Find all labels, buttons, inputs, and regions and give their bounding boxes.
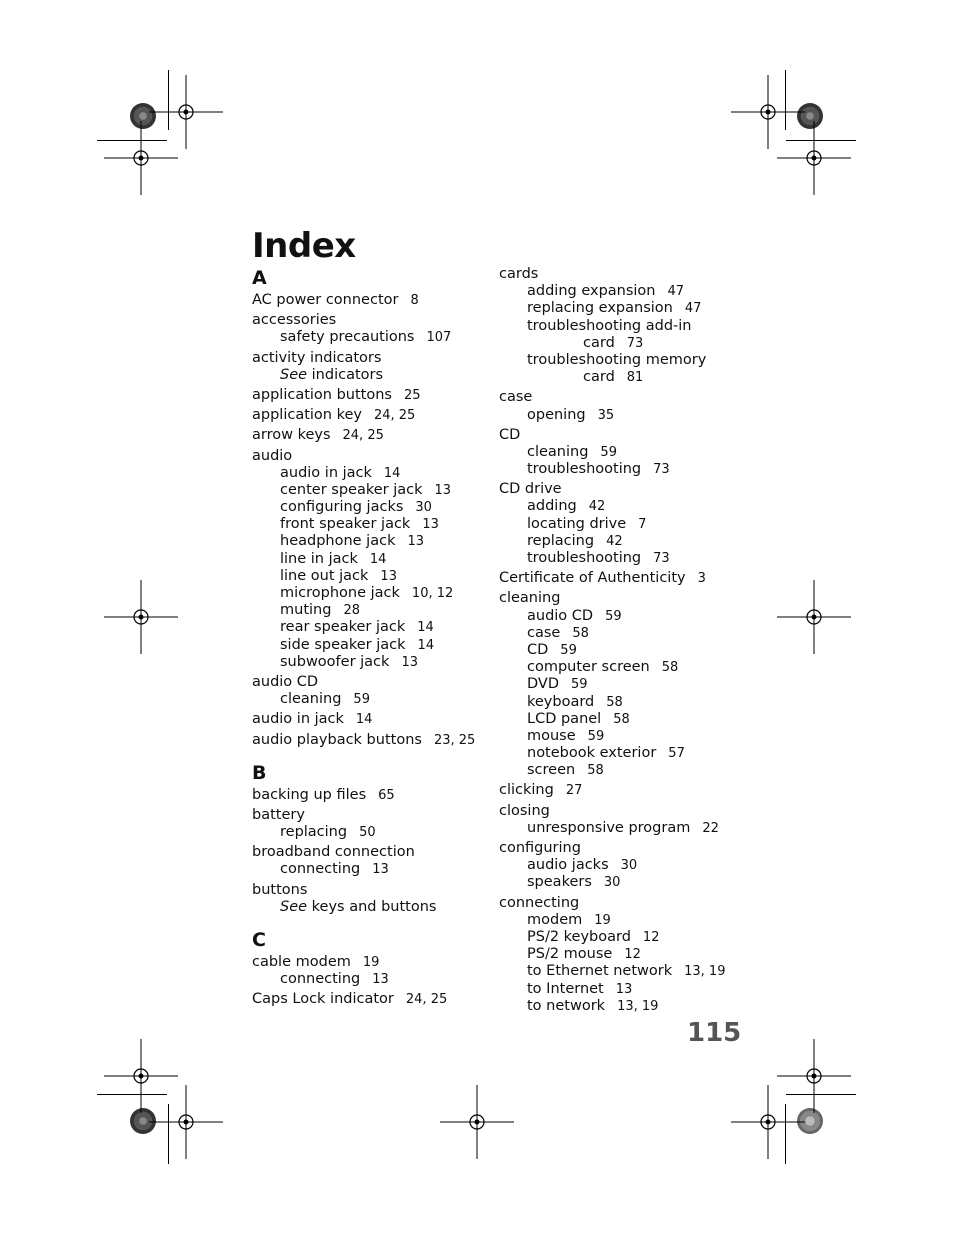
index-term xyxy=(252,991,492,1008)
index-subterm xyxy=(499,711,739,728)
index-term-text: to Internet xyxy=(527,980,604,997)
page-reference: 35 xyxy=(597,407,615,423)
index-term-text: screen xyxy=(527,762,576,779)
page-reference: 14 xyxy=(369,551,387,567)
index-subterm xyxy=(499,444,739,461)
index-subterm xyxy=(499,676,739,693)
page-reference: 23, 25 xyxy=(433,732,476,748)
index-term-text: card xyxy=(583,334,615,351)
index-section-letter: C xyxy=(252,929,266,951)
page-reference: 50 xyxy=(359,825,376,841)
index-entry xyxy=(252,312,492,346)
index-term-text: replacing xyxy=(527,532,595,549)
page-reference: 24, 25 xyxy=(405,992,448,1008)
index-term-text: mouse xyxy=(527,727,576,744)
index-term xyxy=(252,732,492,749)
page-reference: 13 xyxy=(615,981,633,997)
page-reference: 19 xyxy=(594,912,611,928)
index-term xyxy=(252,711,492,728)
index-subterm xyxy=(252,861,492,878)
index-term xyxy=(499,481,739,498)
index-entry xyxy=(252,844,492,878)
index-term-text: to Ethernet network xyxy=(527,963,673,980)
page-reference: 42 xyxy=(588,499,606,515)
index-entry xyxy=(252,292,492,309)
index-subterm xyxy=(499,461,739,478)
page-reference: 8 xyxy=(410,293,419,308)
page-reference: 73 xyxy=(626,335,644,351)
page-reference: 59 xyxy=(605,608,622,624)
page-reference: 13 xyxy=(380,568,397,584)
index-term-text: locating drive xyxy=(527,515,627,532)
page-reference: 14 xyxy=(417,637,435,653)
index-entry xyxy=(252,387,492,404)
page-reference: 28 xyxy=(343,603,360,619)
page-reference: 30 xyxy=(620,858,638,874)
index-term-text: card xyxy=(583,369,615,386)
page-reference: 13 xyxy=(422,517,439,533)
see-reference: See xyxy=(280,366,308,383)
index-subterm xyxy=(499,728,739,745)
index-term-text: replacing xyxy=(280,824,348,841)
index-entry xyxy=(252,787,492,804)
index-term xyxy=(499,840,739,857)
index-subterm xyxy=(252,899,492,916)
index-term-text: line in jack xyxy=(280,550,358,567)
index-entry xyxy=(499,570,739,587)
index-term-text: cleaning xyxy=(527,443,589,460)
index-term-text: PS/2 mouse xyxy=(527,946,613,963)
index-subterm xyxy=(499,352,739,369)
index-entry xyxy=(499,481,739,567)
index-term-text: LCD panel xyxy=(527,710,602,727)
page-reference: 42 xyxy=(606,533,623,549)
index-entry xyxy=(252,807,492,841)
page-reference: 73 xyxy=(653,462,670,478)
page-reference: 59 xyxy=(600,444,617,460)
page-reference: 47 xyxy=(684,301,702,317)
page-number: 115 xyxy=(687,1018,742,1048)
page-reference: 25 xyxy=(403,387,421,403)
index-term xyxy=(252,350,492,367)
index-column-left xyxy=(252,266,492,1012)
index-subterm xyxy=(499,283,739,300)
index-subterm xyxy=(499,550,739,567)
index-term-text: safety precautions xyxy=(280,329,415,346)
index-subterm xyxy=(499,963,739,980)
index-term-text: audio jacks xyxy=(527,857,609,874)
index-entry xyxy=(252,882,492,916)
index-subterm xyxy=(252,824,492,841)
page-reference: 7 xyxy=(638,516,647,532)
index-term xyxy=(499,895,739,912)
index-term xyxy=(252,387,492,404)
page-reference: 3 xyxy=(697,571,706,587)
index-term-text: indicators xyxy=(311,366,384,383)
page-reference: 73 xyxy=(653,551,670,566)
index-column-right xyxy=(499,266,739,1018)
index-term-text: accessories xyxy=(252,312,337,329)
index-term-text: troubleshooting xyxy=(527,550,642,566)
index-subterm xyxy=(499,946,739,963)
index-subterm xyxy=(499,857,739,874)
see-reference: See xyxy=(280,898,308,915)
index-term xyxy=(499,803,739,820)
index-term xyxy=(499,427,739,444)
page-reference: 10, 12 xyxy=(411,586,454,601)
index-term xyxy=(252,787,492,804)
index-term-text: audio playback buttons xyxy=(252,731,422,748)
index-term-text: audio in jack xyxy=(280,464,372,481)
page-reference: 30 xyxy=(415,500,432,516)
index-term-text: adding expansion xyxy=(527,283,656,300)
page-reference: 58 xyxy=(587,763,604,779)
index-subterm xyxy=(252,516,492,533)
page-reference: 13, 19 xyxy=(617,998,659,1014)
index-subterm xyxy=(499,533,739,550)
index-term-text: cleaning xyxy=(280,691,342,708)
page-reference: 81 xyxy=(626,370,644,386)
index-term-text: CD xyxy=(499,426,521,443)
index-term-text: DVD xyxy=(527,676,559,693)
page-reference: 58 xyxy=(613,711,630,727)
page-reference: 59 xyxy=(571,677,588,693)
index-term-text: troubleshooting memory xyxy=(527,351,707,368)
index-term-text: cable modem xyxy=(252,954,351,970)
index-term-text: activity indicators xyxy=(252,349,382,366)
index-term-text: closing xyxy=(499,802,550,819)
index-subterm xyxy=(252,482,492,499)
index-term-text: CD xyxy=(527,641,549,658)
index-subterm xyxy=(499,694,739,711)
index-term xyxy=(252,407,492,424)
index-subterm xyxy=(252,499,492,516)
index-entry xyxy=(499,266,739,386)
index-term-text: modem xyxy=(527,911,583,928)
index-term-text: cards xyxy=(499,266,539,282)
index-term-text: subwoofer jack xyxy=(280,653,390,670)
index-term-text: replacing expansion xyxy=(527,300,673,317)
index-term xyxy=(252,807,492,824)
page-reference: 59 xyxy=(353,692,370,708)
page-reference: 59 xyxy=(587,728,605,744)
index-subterm xyxy=(252,533,492,550)
page-reference: 58 xyxy=(661,660,679,676)
index-term xyxy=(252,844,492,861)
index-term xyxy=(252,427,492,444)
index-term-text: audio xyxy=(252,447,293,464)
index-term-text: troubleshooting xyxy=(527,461,642,478)
index-term xyxy=(252,292,492,309)
index-subterm xyxy=(499,407,739,424)
index-subterm xyxy=(499,912,739,929)
page-reference: 13 xyxy=(401,654,418,670)
page-reference: 19 xyxy=(362,955,380,970)
index-term-text: connecting xyxy=(499,894,580,911)
index-subterm xyxy=(252,691,492,708)
index-entry xyxy=(252,427,492,444)
index-term-text: Caps Lock indicator xyxy=(252,991,394,1008)
index-subterm xyxy=(499,625,739,642)
index-term-text: audio CD xyxy=(252,673,319,690)
index-subterm xyxy=(499,929,739,946)
index-term-text: cleaning xyxy=(499,590,561,607)
index-term-text: backing up files xyxy=(252,786,367,803)
index-subterm xyxy=(252,367,492,384)
index-term-text: keys and buttons xyxy=(311,898,437,915)
index-subterm xyxy=(499,498,739,515)
index-term-text: application buttons xyxy=(252,386,392,403)
page-reference: 30 xyxy=(603,875,621,891)
index-entry xyxy=(252,711,492,728)
index-term-text: configuring xyxy=(499,840,581,856)
index-term-text: speakers xyxy=(527,874,592,891)
page-reference: 24, 25 xyxy=(373,408,416,424)
index-subterm xyxy=(499,762,739,779)
index-term-text: keyboard xyxy=(527,693,595,710)
index-subterm xyxy=(499,745,739,762)
page-reference: 14 xyxy=(355,712,373,728)
index-term-text: AC power connector xyxy=(252,292,399,308)
index-term-text: broadband connection xyxy=(252,844,415,861)
index-entry xyxy=(252,448,492,671)
index-subterm xyxy=(252,971,492,988)
index-entry xyxy=(499,427,739,479)
index-term xyxy=(252,312,492,329)
index-term xyxy=(252,674,492,691)
page-reference: 13 xyxy=(407,534,425,550)
index-subterm xyxy=(499,820,739,837)
index-term-text: microphone jack xyxy=(280,585,400,601)
index-term-text: connecting xyxy=(280,971,361,988)
index-term-text: battery xyxy=(252,806,305,823)
index-entry xyxy=(499,389,739,423)
page-reference: 12 xyxy=(642,929,660,945)
index-term-text: side speaker jack xyxy=(280,636,406,653)
index-subterm xyxy=(499,998,739,1015)
index-term xyxy=(252,448,492,465)
index-entry xyxy=(252,407,492,424)
page-reference: 57 xyxy=(668,746,685,762)
index-entry xyxy=(499,590,739,779)
index-term-text: headphone jack xyxy=(280,533,396,550)
index-subterm xyxy=(499,874,739,891)
index-term xyxy=(499,590,739,607)
index-term-text: to network xyxy=(527,997,606,1014)
index-term-text: connecting xyxy=(280,861,361,878)
page-reference: 13 xyxy=(372,972,389,988)
index-subterm xyxy=(252,619,492,636)
index-term xyxy=(499,782,739,799)
index-subterm xyxy=(252,465,492,482)
index-term xyxy=(499,266,739,283)
index-term-text: arrow keys xyxy=(252,427,331,444)
page-reference: 13, 19 xyxy=(684,964,726,980)
index-term xyxy=(252,954,492,971)
index-subterm xyxy=(499,516,739,533)
index-subterm xyxy=(252,329,492,346)
index-subterm xyxy=(499,642,739,659)
index-entry xyxy=(252,350,492,384)
index-term-text: case xyxy=(527,624,561,641)
index-entry xyxy=(499,895,739,1015)
index-term-text: center speaker jack xyxy=(280,481,423,498)
index-term-text: audio in jack xyxy=(252,711,344,728)
page-reference: 14 xyxy=(417,620,434,636)
index-term-text: buttons xyxy=(252,881,308,898)
index-subterm xyxy=(252,568,492,585)
index-section-letter: B xyxy=(252,761,267,784)
index-subterm xyxy=(252,551,492,568)
page-reference: 22 xyxy=(702,820,719,836)
page-reference: 59 xyxy=(560,642,577,658)
index-entry xyxy=(499,782,739,799)
index-entry xyxy=(499,840,739,892)
index-term-text: opening xyxy=(527,406,586,423)
index-subterm xyxy=(499,981,739,998)
index-entry xyxy=(499,803,739,837)
page-reference: 14 xyxy=(383,465,401,481)
index-term xyxy=(252,882,492,899)
index-subterm xyxy=(252,602,492,619)
index-term-text: Certificate of Authenticity xyxy=(499,570,686,587)
index-term-text: clicking xyxy=(499,782,554,799)
index-term-text: configuring jacks xyxy=(280,499,404,516)
index-subterm xyxy=(499,608,739,625)
index-term-text: notebook exterior xyxy=(527,745,657,762)
index-subterm xyxy=(499,659,739,676)
index-term-text: CD drive xyxy=(499,481,562,498)
index-term xyxy=(499,389,739,406)
index-subterm xyxy=(252,654,492,671)
index-term-text: case xyxy=(499,389,533,406)
index-section-letter: A xyxy=(252,267,267,289)
index-subterm xyxy=(499,369,739,386)
index-entry xyxy=(252,674,492,708)
index-term-text: PS/2 keyboard xyxy=(527,928,631,945)
index-term-text: adding xyxy=(527,498,577,515)
index-term xyxy=(499,570,739,587)
page-reference: 13 xyxy=(434,482,452,498)
index-term-text: front speaker jack xyxy=(280,516,411,533)
index-subterm xyxy=(499,318,739,335)
index-subterm xyxy=(252,585,492,602)
index-term-text: troubleshooting add-in xyxy=(527,317,692,334)
index-term-text: rear speaker jack xyxy=(280,619,406,636)
page-reference: 58 xyxy=(572,625,589,641)
index-term-text: audio CD xyxy=(527,607,594,624)
page-reference: 13 xyxy=(372,862,389,878)
index-subterm xyxy=(499,300,739,317)
page-reference: 107 xyxy=(426,330,452,346)
page-title: Index xyxy=(252,225,356,266)
index-subterm xyxy=(499,335,739,352)
page-reference: 24, 25 xyxy=(342,428,384,444)
index-entry xyxy=(252,954,492,988)
index-term-text: line out jack xyxy=(280,567,369,584)
index-term-text: muting xyxy=(280,602,332,619)
index-term-text: computer screen xyxy=(527,659,650,676)
page-reference: 65 xyxy=(378,787,395,803)
page-reference: 47 xyxy=(667,284,685,300)
index-term-text: application key xyxy=(252,407,362,424)
index-entry xyxy=(252,991,492,1008)
page-reference: 12 xyxy=(624,947,641,963)
index-subterm xyxy=(252,637,492,654)
page-reference: 58 xyxy=(606,694,623,710)
page-reference: 27 xyxy=(565,783,583,799)
index-term-text: unresponsive program xyxy=(527,819,691,836)
index-entry xyxy=(252,732,492,749)
